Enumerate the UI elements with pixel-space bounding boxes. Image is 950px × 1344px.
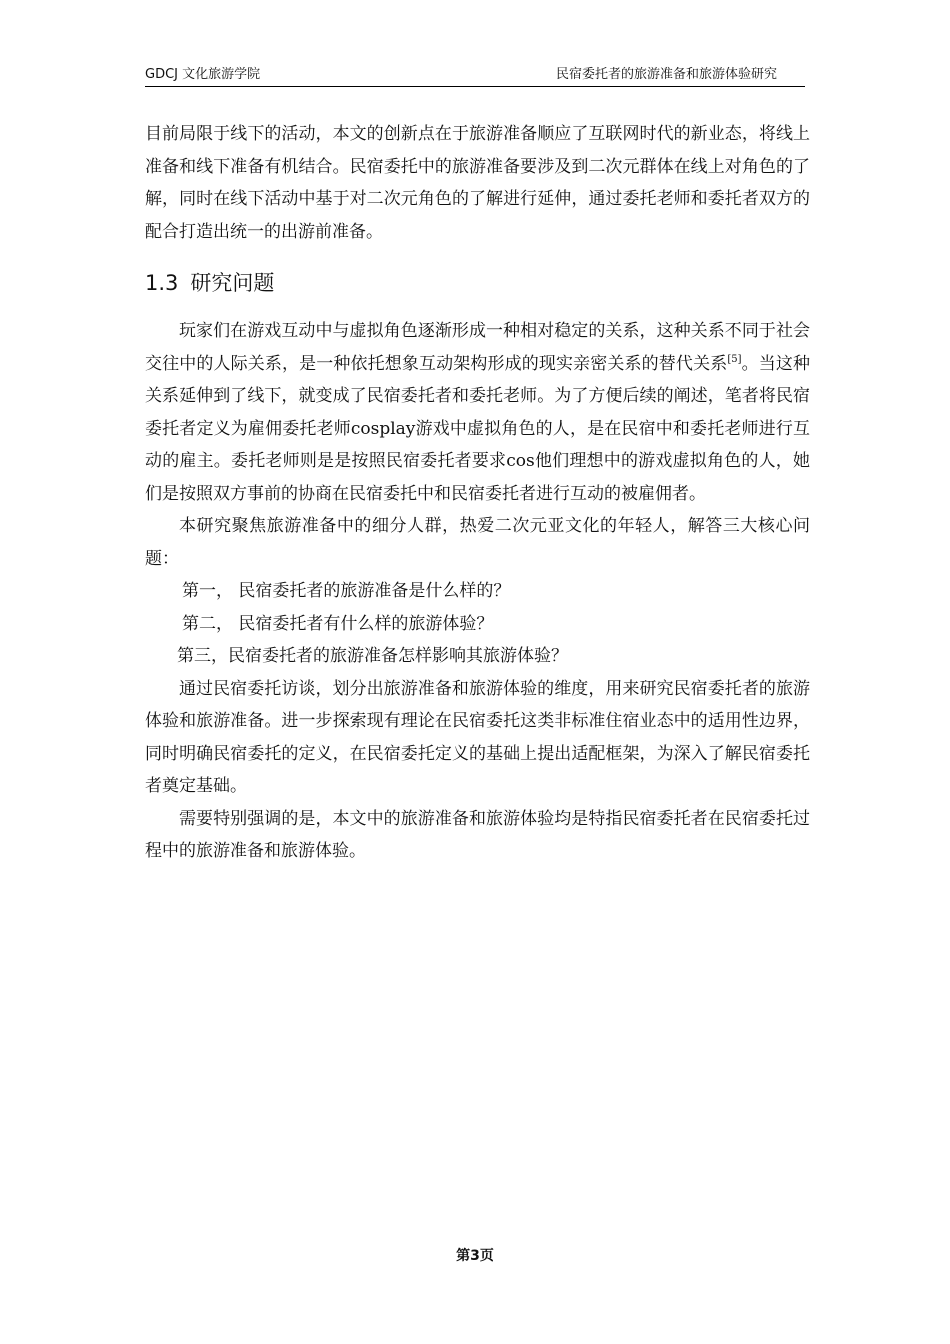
section-number: 1.3 — [145, 271, 179, 295]
section-heading — [145, 268, 810, 298]
page-number: 第3页 — [456, 1248, 494, 1264]
paragraph-1-text-b: 。当这种关系延伸到了线下，就变成了民宿委托者和委托老师。为了方便后续的阐述，笔者将民宿委托者定义为雇佣委托老师cosplay游戏中虚拟角色的人，是在民宿中和委托老师进行互动的雇主。委托老师则是是按照民宿委托者要求cos他们理想中的游戏虚拟角色的人，她们是按照双方事前的协商在民宿委托中和民宿委托者进行互动的被雇佣者。 — [145, 353, 811, 504]
paragraph-4: 需要特别强调的是，本文中的旅游准备和旅游体验均是特指民宿委托者在民宿委托过程中的旅游准备和旅游体验。 — [145, 808, 810, 861]
paragraph-intro: 目前局限于线下的活动，本文的创新点在于旅游准备顺应了互联网时代的新业态，将线上准备和线下准备有机结合。民宿委托中的旅游准备要涉及到二次元群体在线上对角色的了解，同时在线下活动中基于对二次元角色的了解进行延伸，通过委托老师和委托者双方的配合打造出统一的出游前准备。 — [145, 124, 810, 242]
section-title: 研究问题 — [190, 271, 275, 295]
paragraph-1-text-a: 玩家们在游戏互动中与虚拟角色逐渐形成一种相对稳定的关系，这种关系不同于社会交往中的人际关系，是一种依托想象互动架构形成的现实亲密关系的替代关系 — [145, 321, 810, 374]
question-2: 第二， 民宿委托者有什么样的旅游体验？ — [182, 613, 494, 634]
citation-ref: [5] — [727, 353, 742, 365]
question-3: 第三，民宿委托者的旅游准备怎样影响其旅游体验？ — [177, 646, 568, 666]
question-1: 第一， 民宿委托者的旅游准备是什么样的？ — [182, 581, 511, 601]
paragraph-1 — [145, 315, 810, 510]
paragraph-2: 本研究聚焦旅游准备中的细分人群，热爱二次元亚文化的年轻人，解答三大核心问题： — [145, 516, 810, 569]
page-header — [145, 66, 805, 87]
paragraph-3: 通过民宿委托访谈，划分出旅游准备和旅游体验的维度，用来研究民宿委托者的旅游体验和旅游准备。进一步探索现有理论在民宿委托这类非标准住宿业态中的适用性边界，同时明确民宿委托的定义，在民宿委托定义的基础上提出适配框架，为深入了解民宿委托者奠定基础。 — [145, 678, 810, 796]
header-paper-title: 民宿委托者的旅游准备和旅游体验研究 — [555, 67, 777, 82]
header-institution: GDCJ 文化旅游学院 — [145, 67, 261, 82]
main-content — [145, 118, 810, 868]
